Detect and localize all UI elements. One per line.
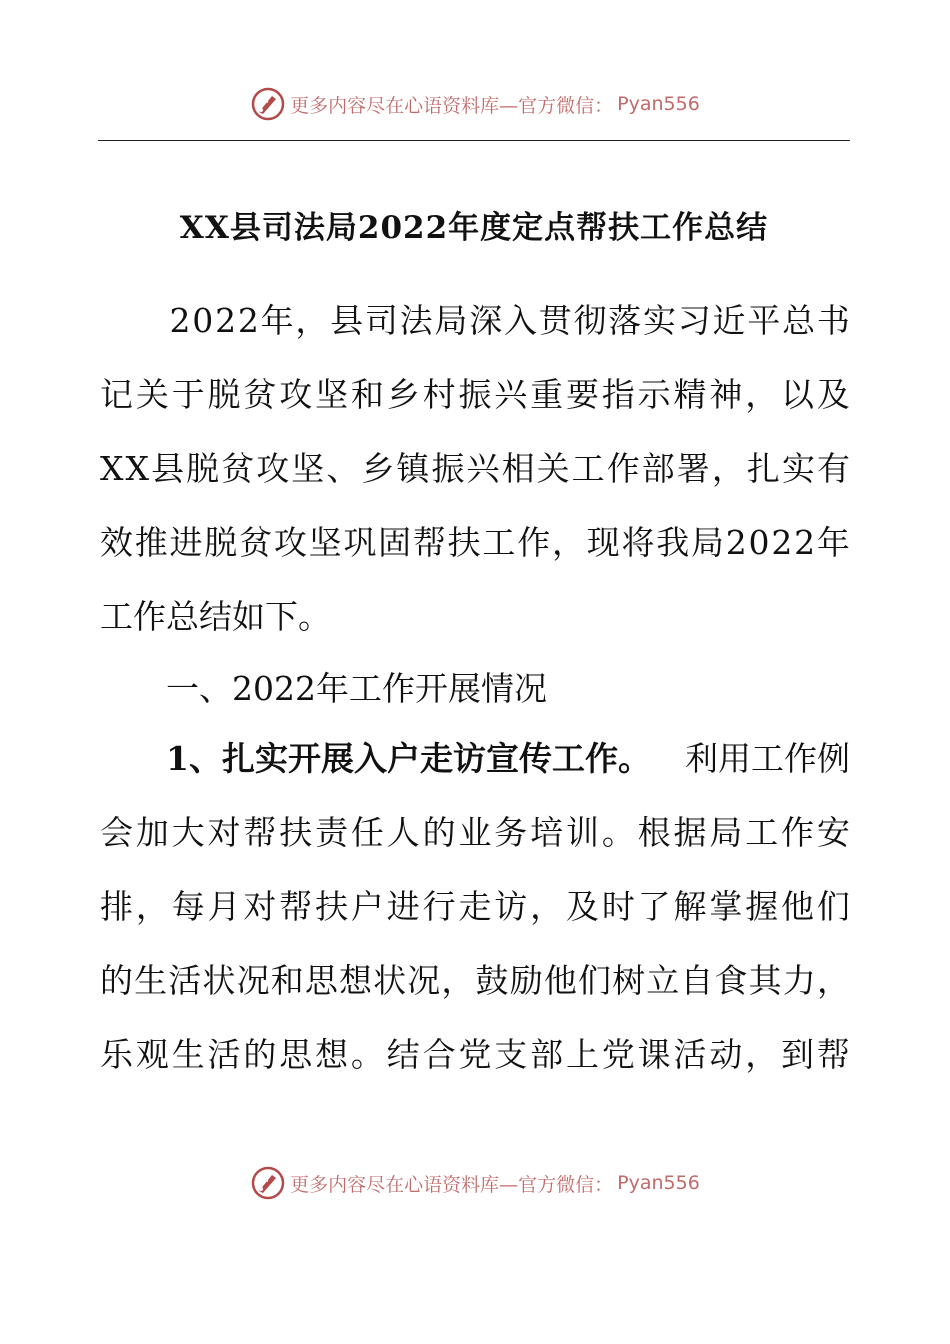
footer-contact: Pyan556 — [617, 1172, 700, 1194]
footer-banner-text: 更多内容尽在心语资料库—官方微信： — [290, 1173, 614, 1196]
paragraph-line: 排 ， 每 月 对 帮 扶 户 进 行 走 访 ， 及 时 了 解 掌 握 他 们 — [100, 887, 850, 926]
pen-circle-icon — [250, 1165, 286, 1201]
paragraph-line: 效 推 进 脱 贫 攻 坚 巩 固 帮 扶 工 作 ， 现 将 我 局 2 0 2 2 年 — [100, 523, 850, 562]
header-divider — [98, 140, 850, 141]
paragraph-line: 工作总结如下。 — [100, 597, 331, 636]
item-text: 利用工作例 — [685, 739, 850, 778]
header-banner-text: 更多内容尽在心语资料库—官方微信： — [290, 94, 614, 117]
item-heading-line — [100, 736, 850, 782]
paragraph-line: 2 0 2 2 年 ， 县 司 法 局 深 入 贯 彻 落 实 习 近 平 总 书 — [169, 301, 850, 340]
paragraph-line: 的 生 活 状 况 和 思 想 状 况 ， 鼓 励 他 们 树 立 自 食 其 力 ， — [100, 961, 850, 1000]
header-contact: Pyan556 — [617, 93, 700, 115]
paragraph-line: 乐 观 生 活 的 思 想 。 结 合 党 支 部 上 党 课 活 动 ， 到 帮 — [100, 1035, 850, 1074]
pen-circle-icon — [250, 86, 286, 122]
paragraph-line: 会 加 大 对 帮 扶 责 任 人 的 业 务 培 训 。 根 据 局 工 作 安 — [100, 813, 850, 852]
footer-banner — [0, 1163, 950, 1203]
paragraph-line: 记 关 于 脱 贫 攻 坚 和 乡 村 振 兴 重 要 指 示 精 神 ， 以 及 — [100, 375, 850, 414]
paragraph-line: X X 县 脱 贫 攻 坚 、 乡 镇 振 兴 相 关 工 作 部 署 ， 扎 实 有 — [100, 449, 850, 488]
header-banner — [0, 84, 950, 124]
section-heading: 一、2022年工作开展情况 — [100, 669, 547, 708]
document-title: XX县司法局2022年度定点帮扶工作总结 — [179, 210, 769, 246]
item-heading: 1、扎实开展入户走访宣传工作。 — [100, 739, 651, 778]
